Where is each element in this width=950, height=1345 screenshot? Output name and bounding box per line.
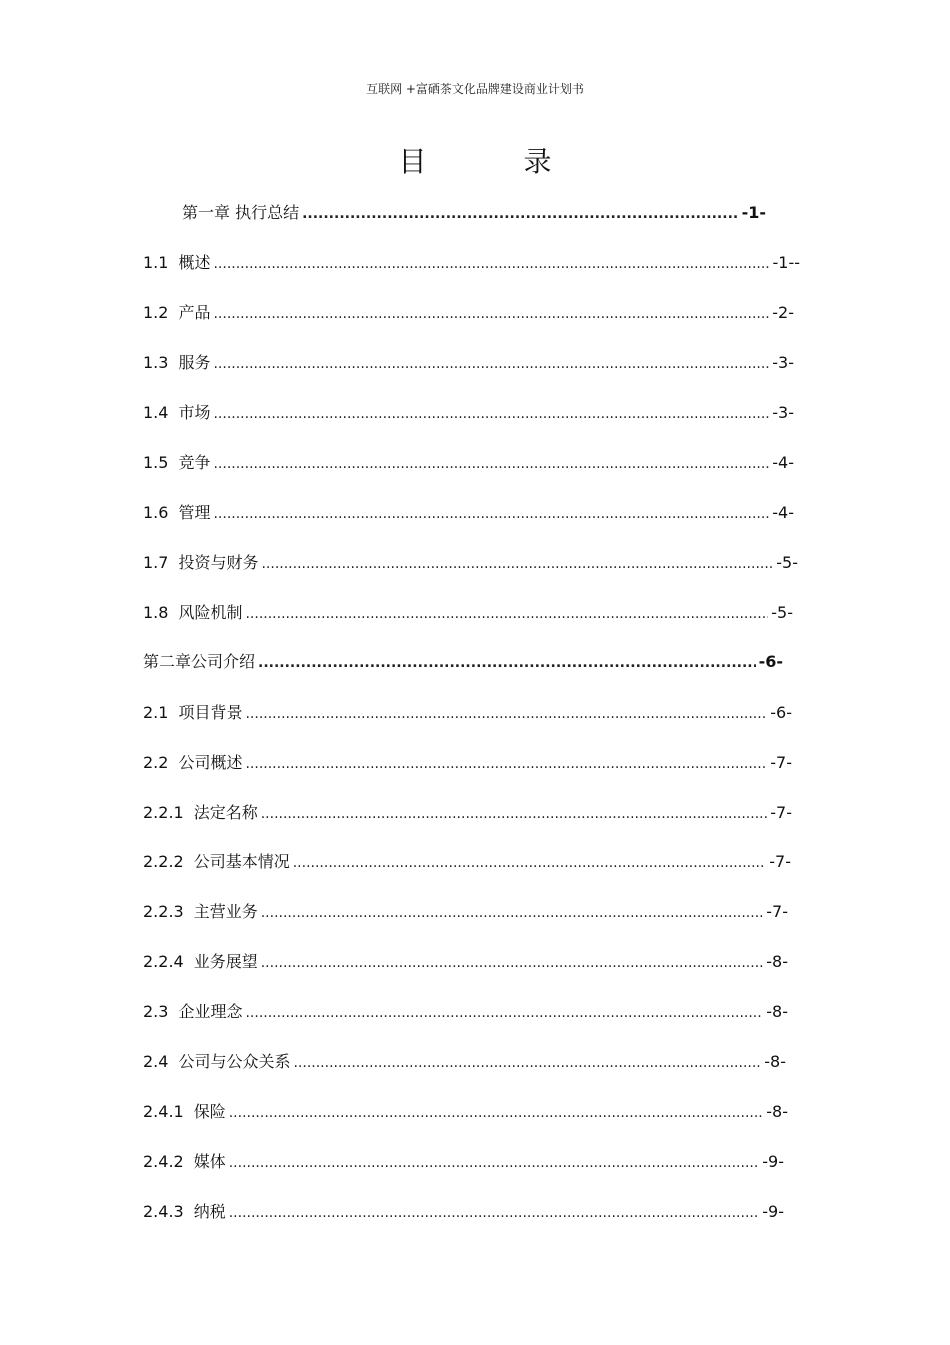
toc-section-row[interactable] (143, 800, 792, 822)
toc-section-row[interactable] (143, 899, 788, 921)
toc-section-number: 1.6 (143, 503, 169, 522)
toc-section-row[interactable] (143, 1099, 788, 1121)
toc-section-row[interactable] (143, 849, 791, 871)
toc-page-number: -9- (762, 1152, 784, 1171)
toc-section-row[interactable] (143, 1199, 784, 1221)
toc-entry-label: 第二章公司介绍 (143, 652, 256, 671)
toc-section-row[interactable] (143, 350, 794, 372)
toc-entry-label: 产品 (178, 303, 211, 322)
toc-entry-label: 投资与财务 (178, 553, 259, 572)
toc-section-number: 2.2.4 (143, 952, 184, 971)
toc-entry-label: 项目背景 (178, 703, 243, 722)
toc-page-number: -5- (771, 603, 793, 622)
toc-entry-label: 概述 (178, 253, 211, 272)
toc-dot-leader (293, 852, 767, 871)
toc-page-number: -8- (764, 1052, 786, 1071)
toc-page-number: -7- (770, 753, 792, 772)
toc-page-number: -7- (770, 803, 792, 822)
toc-page-number: -7- (766, 902, 788, 921)
toc-entry-label: 竞争 (178, 453, 211, 472)
toc-dot-leader (213, 353, 769, 372)
toc-section-number: 2.2.1 (143, 803, 184, 822)
toc-entry-label: 保险 (193, 1102, 226, 1121)
toc-section-row[interactable] (143, 600, 793, 622)
toc-dot-leader (258, 652, 756, 671)
toc-dot-leader (213, 253, 769, 272)
toc-section-number: 1.2 (143, 303, 169, 322)
toc-page-number: -9- (762, 1202, 784, 1221)
toc-section-number: 2.2 (143, 753, 169, 772)
toc-dot-leader (245, 703, 767, 722)
toc-page-number: -5- (776, 553, 798, 572)
toc-page-number: -6- (758, 652, 783, 671)
toc-chapter-row[interactable] (143, 649, 783, 671)
page-title: 目 录 (398, 145, 596, 178)
toc-dot-leader (261, 902, 764, 921)
toc-section-number: 2.2.3 (143, 902, 184, 921)
toc-dot-leader (229, 1152, 760, 1171)
toc-section-row[interactable] (143, 450, 794, 472)
toc-entry-label: 风险机制 (178, 603, 243, 622)
toc-section-number: 2.1 (143, 703, 169, 722)
toc-dot-leader (245, 753, 767, 772)
toc-section-number: 2.4.3 (143, 1202, 184, 1221)
toc-entry-label: 主营业务 (193, 902, 258, 921)
toc-section-row[interactable] (143, 999, 788, 1021)
toc-dot-leader (261, 952, 764, 971)
toc-section-row[interactable] (143, 700, 792, 722)
toc-dot-leader (213, 403, 769, 422)
toc-section-row[interactable] (143, 750, 792, 772)
document-header: 互联网 +富硒茶文化品牌建设商业计划书 (366, 82, 584, 96)
toc-section-number: 2.3 (143, 1002, 169, 1021)
toc-section-number: 1.1 (143, 253, 169, 272)
toc-page-number: -8- (766, 1002, 788, 1021)
toc-page-number: -1- (741, 203, 766, 222)
toc-page-number: -6- (770, 703, 792, 722)
toc-entry-label: 公司概述 (178, 753, 243, 772)
toc-section-number: 2.2.2 (143, 852, 184, 871)
toc-dot-leader (213, 503, 769, 522)
toc-dot-leader (213, 303, 769, 322)
toc-page-number: -4- (772, 453, 794, 472)
toc-section-number: 1.4 (143, 403, 169, 422)
toc-page-number: -8- (766, 1102, 788, 1121)
toc-entry-label: 业务展望 (193, 952, 258, 971)
toc-section-row[interactable] (143, 300, 794, 322)
toc-dot-leader (245, 1002, 763, 1021)
toc-entry-label: 企业理念 (178, 1002, 243, 1021)
toc-section-row[interactable] (143, 1149, 784, 1171)
toc-page-number: -4- (772, 503, 794, 522)
toc-section-number: 1.3 (143, 353, 169, 372)
toc-section-number: 1.5 (143, 453, 169, 472)
toc-dot-leader (245, 603, 768, 622)
toc-page-number: -1-- (772, 253, 800, 272)
toc-entry-label: 服务 (178, 353, 211, 372)
toc-entry-label: 管理 (178, 503, 211, 522)
toc-section-row[interactable] (143, 550, 798, 572)
toc-section-row[interactable] (143, 500, 794, 522)
toc-section-number: 2.4.2 (143, 1152, 184, 1171)
toc-section-row[interactable] (143, 250, 800, 272)
toc-section-row[interactable] (143, 400, 794, 422)
toc-page-number: -2- (772, 303, 794, 322)
toc-chapter-row[interactable] (182, 200, 766, 222)
toc-dot-leader (293, 1052, 761, 1071)
toc-dot-leader (229, 1202, 760, 1221)
toc-entry-label: 公司与公众关系 (178, 1052, 291, 1071)
toc-section-number: 1.7 (143, 553, 169, 572)
toc-section-number: 2.4.1 (143, 1102, 184, 1121)
toc-section-number: 1.8 (143, 603, 169, 622)
toc-page-number: -3- (772, 403, 794, 422)
toc-section-number: 2.4 (143, 1052, 169, 1071)
toc-entry-label: 市场 (178, 403, 211, 422)
toc-dot-leader (213, 453, 769, 472)
toc-entry-label: 纳税 (193, 1202, 226, 1221)
toc-dot-leader (302, 203, 738, 222)
toc-entry-label: 法定名称 (193, 803, 258, 822)
toc-entry-label: 媒体 (193, 1152, 226, 1171)
toc-section-row[interactable] (143, 1049, 786, 1071)
toc-dot-leader (261, 553, 773, 572)
toc-section-row[interactable] (143, 949, 788, 971)
toc-entry-label: 公司基本情况 (193, 852, 290, 871)
toc-entry-label: 第一章 执行总结 (182, 203, 300, 222)
toc-page-number: -8- (766, 952, 788, 971)
toc-page-number: -7- (769, 852, 791, 871)
toc-dot-leader (229, 1102, 764, 1121)
toc-dot-leader (261, 803, 768, 822)
toc-page-number: -3- (772, 353, 794, 372)
